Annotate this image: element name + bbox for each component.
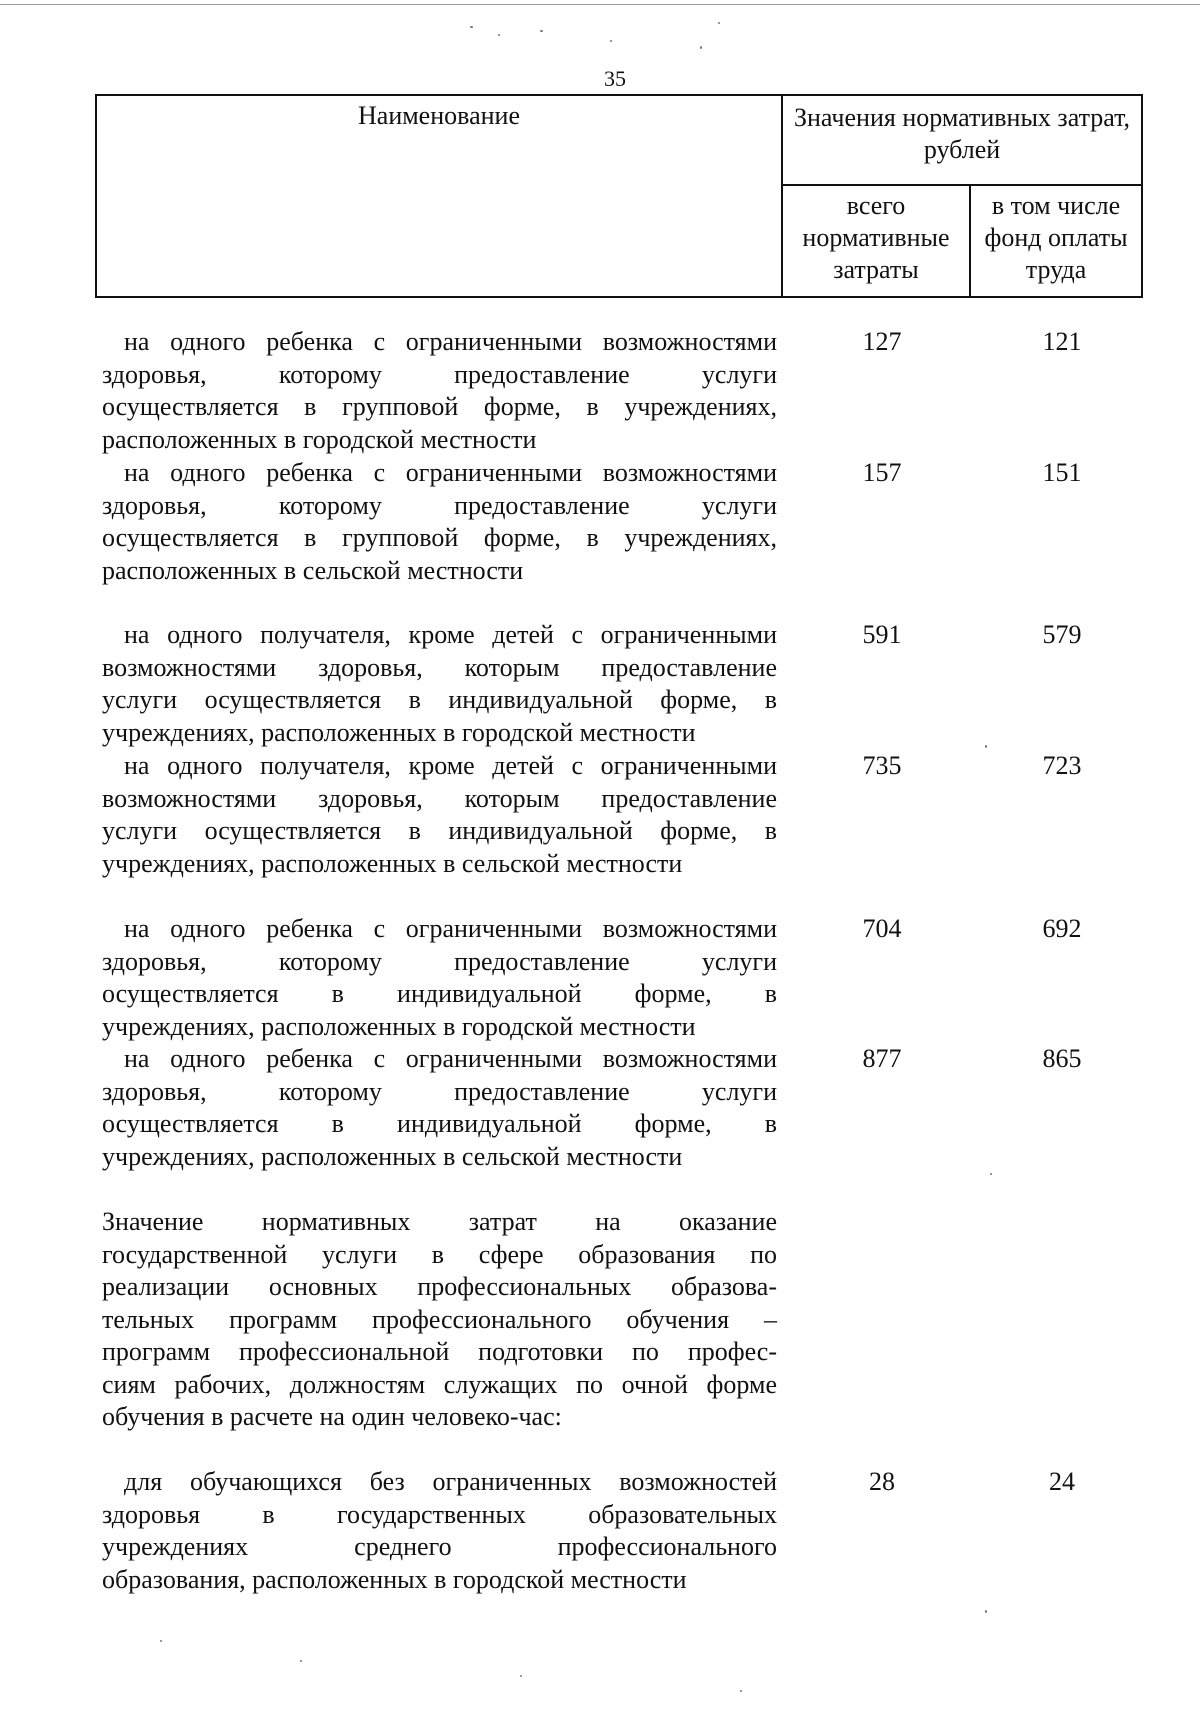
row-total-value: 591 <box>862 620 902 649</box>
scan-speck <box>300 1660 302 1662</box>
table-header <box>95 94 1143 298</box>
scan-speck <box>700 46 702 49</box>
header-total-cell: всего нормативные затраты <box>782 185 970 297</box>
row-line: государственной услуги в сфере образования по <box>102 1239 777 1269</box>
row-line: Значение нормативных затрат на оказание <box>102 1207 777 1236</box>
row-line: учреждениях, расположенных в городской местности <box>102 717 696 747</box>
row-line: на одного ребенка с ограниченными возможностями <box>124 1044 777 1073</box>
page-number: 35 <box>604 66 626 91</box>
row-description <box>102 1206 777 1434</box>
header-wage-cell: в том числе фонд оплаты труда <box>970 185 1142 297</box>
header-group-cell <box>782 95 1142 185</box>
row-wage-value: 579 <box>1042 620 1082 649</box>
scan-speck <box>718 22 720 24</box>
row-wage-value: 723 <box>1042 751 1082 780</box>
row-line: учреждениях, расположенных в сельской местности <box>102 848 683 878</box>
row-wage-value: 121 <box>1042 327 1082 356</box>
row-line: сиям рабочих, должностям служащих по очной форме <box>102 1369 777 1399</box>
row-wage-value: 692 <box>1042 914 1082 943</box>
row-total-value: 28 <box>869 1467 895 1496</box>
row-line: для обучающихся без ограниченных возможностей <box>124 1467 777 1496</box>
row-line: услуги осуществляется в индивидуальной форме, в <box>102 816 777 845</box>
row-line: услуги осуществляется в индивидуальной форме, в <box>102 685 777 714</box>
row-total-value: 157 <box>862 458 902 487</box>
row-line: здоровья в государственных образовательных <box>102 1499 777 1529</box>
row-description <box>102 326 777 456</box>
row-line: программ профессиональной подготовки по профес- <box>102 1337 777 1366</box>
scan-speck <box>610 40 612 42</box>
row-line: осуществляется в индивидуальной форме, в <box>102 979 777 1008</box>
row-total-value: 735 <box>862 751 902 780</box>
row-line: образования, расположенных в городской местности <box>102 1564 687 1594</box>
scan-speck <box>985 1610 987 1613</box>
row-description <box>102 1466 777 1596</box>
row-line: осуществляется в групповой форме, в учреждениях, <box>102 523 777 552</box>
row-total-value: 877 <box>862 1044 902 1073</box>
row-line: расположенных в сельской местности <box>102 555 524 585</box>
row-line: тельных программ профессионального обучения – <box>102 1304 777 1334</box>
row-wage-value: 151 <box>1042 458 1082 487</box>
scan-speck <box>498 34 500 36</box>
row-line: осуществляется в индивидуальной форме, в <box>102 1109 777 1138</box>
row-description <box>102 619 777 749</box>
row-line: на одного ребенка с ограниченными возможностями <box>124 914 777 943</box>
row-line: обучения в расчете на один человеко-час: <box>102 1402 562 1431</box>
row-wage-value: 865 <box>1042 1044 1082 1073</box>
row-line: расположенных в городской местности <box>102 424 537 454</box>
row-line: здоровья, которому предоставление услуги <box>102 359 777 389</box>
page-top-rule <box>0 0 1200 5</box>
scan-speck <box>470 26 473 28</box>
row-total-value: 704 <box>862 914 902 943</box>
row-line: осуществляется в групповой форме, в учреждениях, <box>102 392 777 421</box>
row-line: здоровья, которому предоставление услуги <box>102 1076 777 1106</box>
row-description <box>102 1043 777 1173</box>
row-line: на одного получателя, кроме детей с ограниченными <box>124 751 777 780</box>
header-group-label: Значения нормативных затрат, рублей <box>793 103 1131 164</box>
header-name-cell: Наименование <box>96 95 782 297</box>
row-line: учреждениях, расположенных в сельской местности <box>102 1141 683 1171</box>
row-line: учреждениях среднего профессионального <box>102 1532 777 1561</box>
scan-speck <box>540 30 543 32</box>
row-line: на одного ребенка с ограниченными возможностями <box>124 458 777 487</box>
row-line: здоровья, которому предоставление услуги <box>102 490 777 520</box>
row-line: возможностями здоровья, которым предоставление <box>102 652 777 682</box>
row-total-value: 127 <box>862 327 902 356</box>
row-line: здоровья, которому предоставление услуги <box>102 946 777 976</box>
row-line: на одного ребенка с ограниченными возможностями <box>124 327 777 356</box>
row-line: реализации основных профессиональных образова- <box>102 1272 777 1301</box>
scan-speck <box>990 1173 992 1175</box>
row-wage-value: 24 <box>1049 1467 1075 1496</box>
row-description <box>102 457 777 587</box>
row-description <box>102 913 777 1043</box>
scan-speck <box>160 1640 162 1642</box>
row-line: на одного получателя, кроме детей с ограниченными <box>124 620 777 649</box>
scan-speck <box>520 1675 522 1677</box>
row-line: возможностями здоровья, которым предоставление <box>102 783 777 813</box>
scan-speck <box>985 745 987 748</box>
row-line: учреждениях, расположенных в городской местности <box>102 1011 696 1041</box>
row-description <box>102 750 777 880</box>
scan-speck <box>740 1690 742 1692</box>
